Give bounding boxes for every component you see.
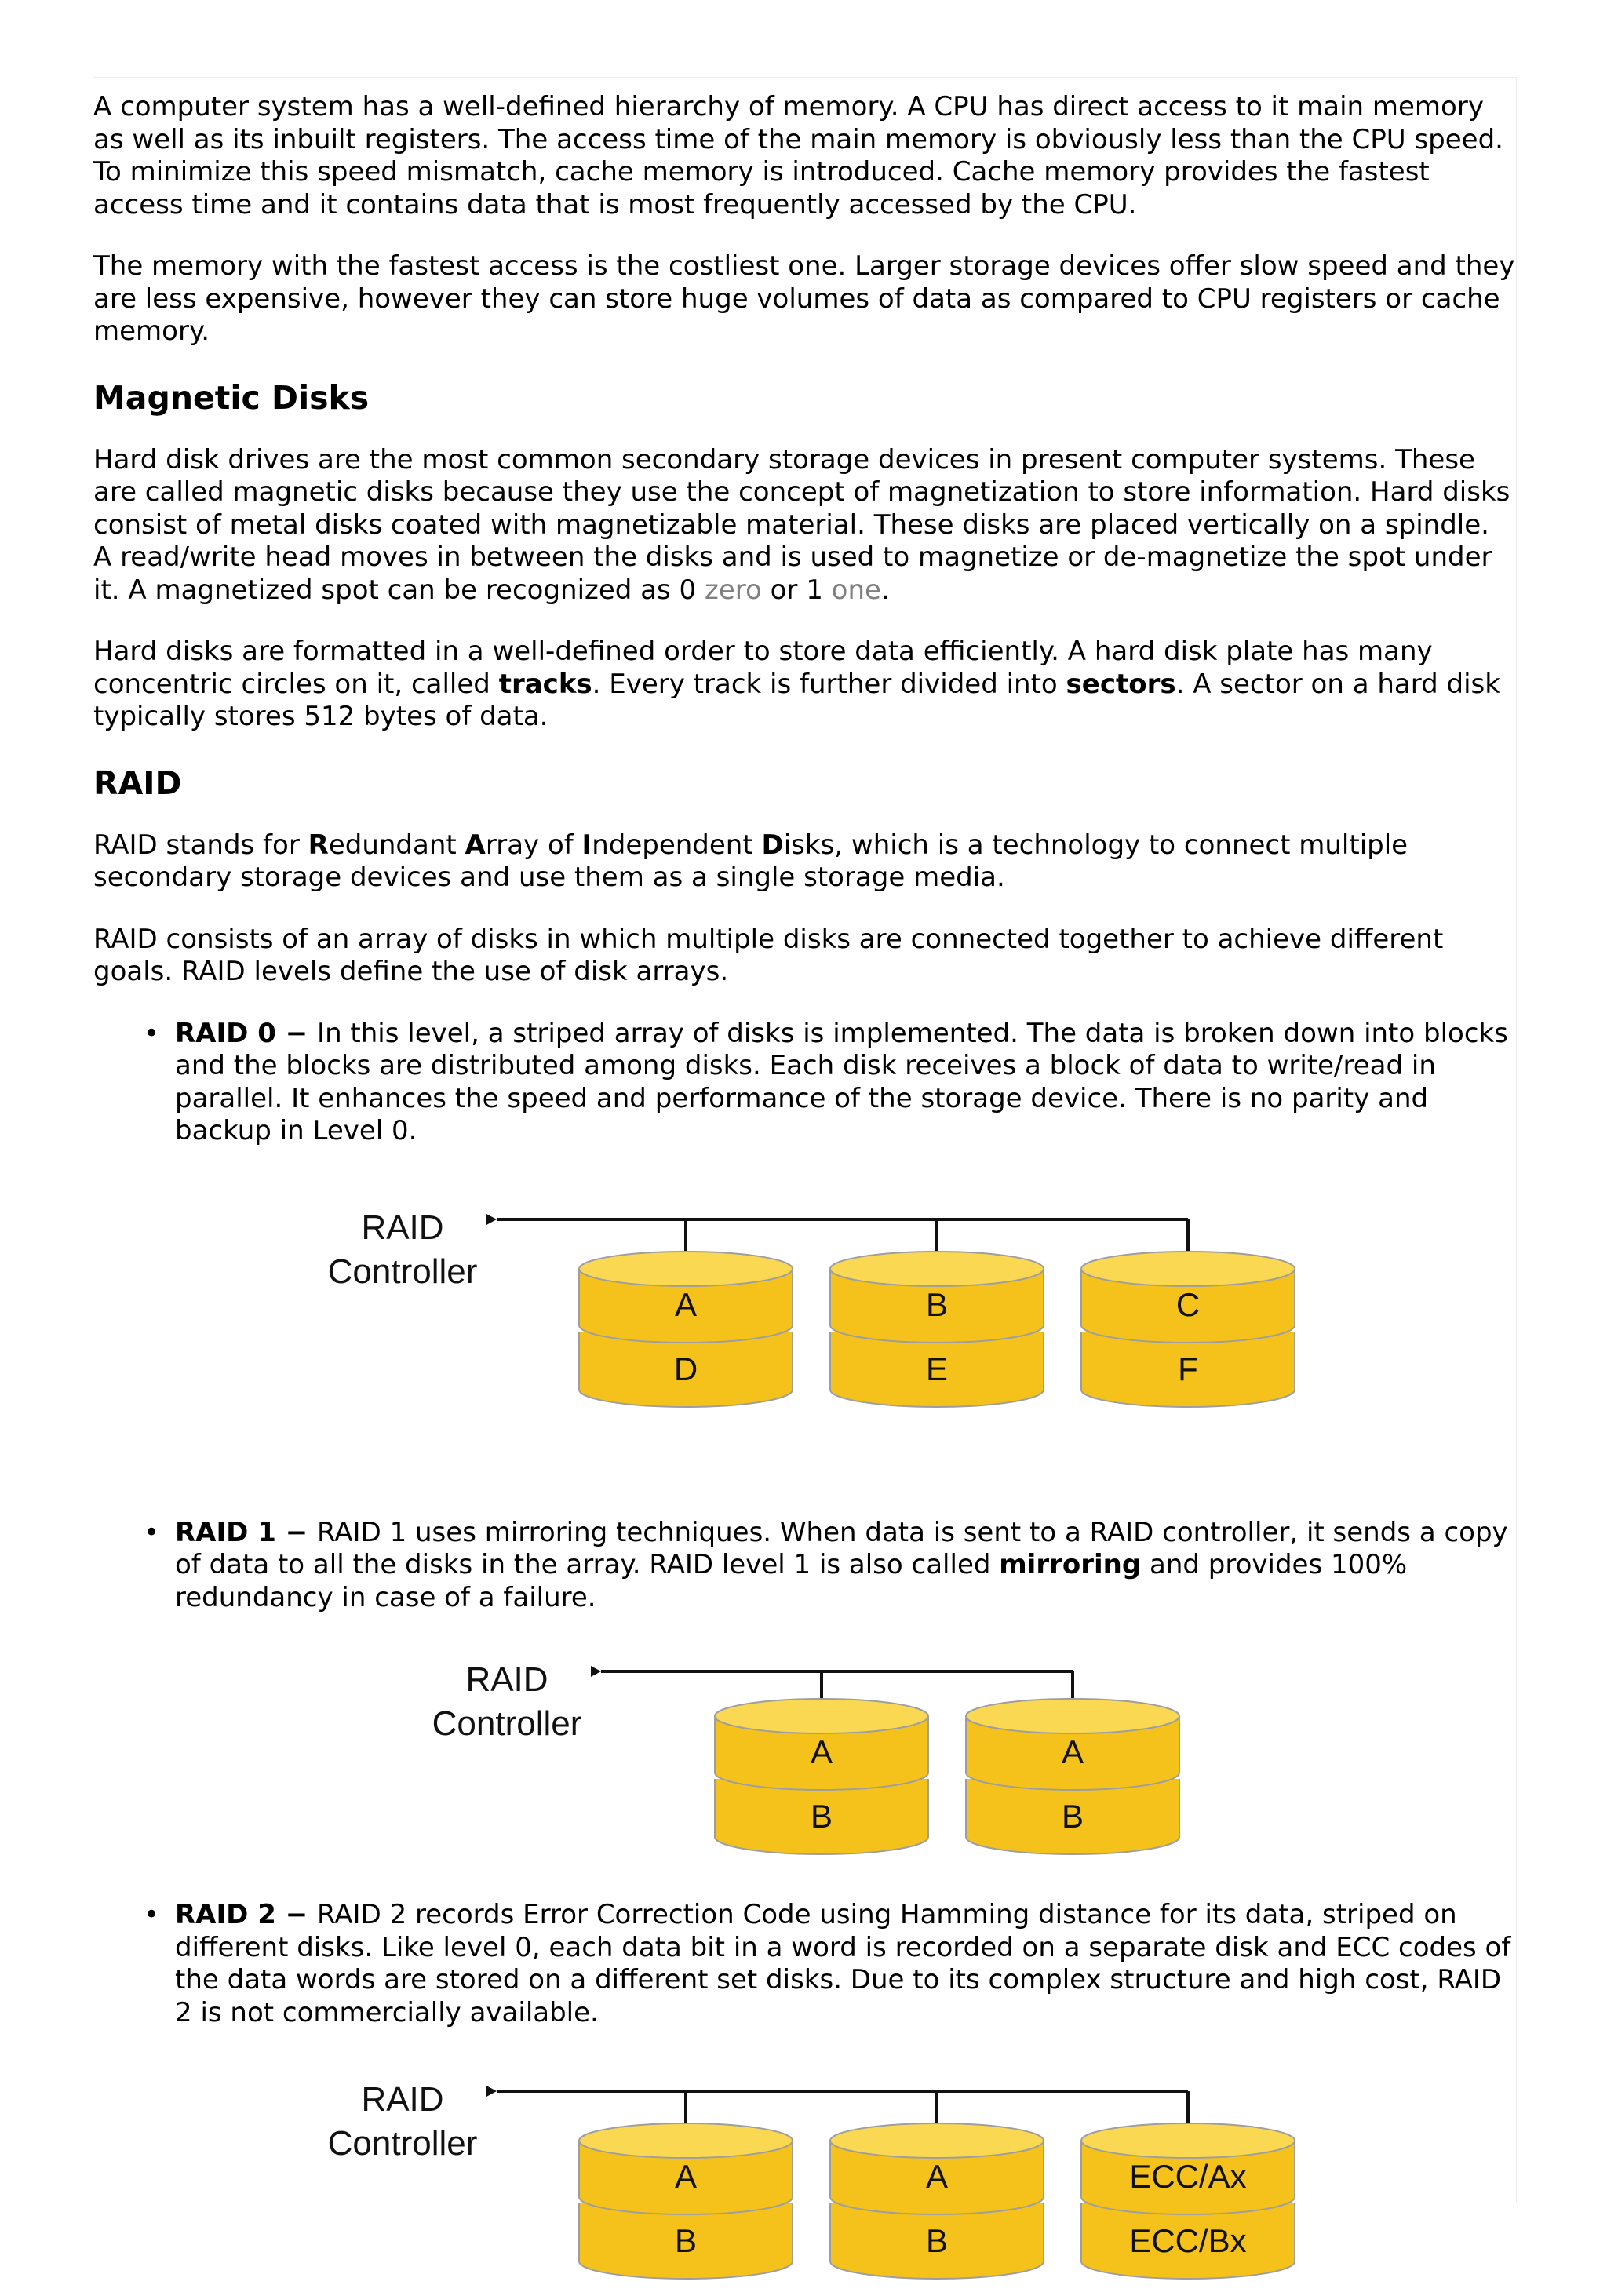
disk-block-label: A	[926, 2158, 948, 2195]
raid0-item: • RAID 0 − In this level, a striped array of disks is implemented. The data is broken down into blocks and the blocks are distributed among disks. Each disk receives a block of data to write/read in parallel. It enhances the speed and performance of the storage device. There is no parity and backup in Level 0. RAID Controller A D B E C F	[175, 1018, 1516, 1495]
raid-controller-label	[328, 2080, 478, 2163]
bullet: •	[144, 1018, 159, 1051]
disk	[830, 1252, 1044, 1407]
disk-block-label: ECC/Ax	[1129, 2158, 1246, 2195]
disk	[966, 1699, 1179, 1854]
disk	[715, 1699, 928, 1854]
disk-block-label: B	[926, 1286, 948, 1323]
disk-block-label: E	[926, 1350, 948, 1387]
disk	[579, 2123, 793, 2279]
raid2-item: • RAID 2 − RAID 2 records Error Correction Code using Hamming distance for its data, striped on different disks. Like level 0, each data bit in a word is recorded on a separate disk and ECC codes of the data words are stored on a different set disks. Due to its complex structure and high cost, RAID 2 is not commercially available. RAID Controller A B A B ECC/Ax ECC/Bx	[175, 1899, 1516, 2296]
raid0-title: RAID 0	[175, 1018, 276, 1049]
raid-heading: RAID	[93, 763, 1516, 804]
disk-block-label: ECC/Bx	[1129, 2222, 1246, 2259]
svg-text:Controller: Controller	[328, 1252, 478, 1291]
tracks-term: tracks	[499, 669, 592, 700]
memory-cost-paragraph: The memory with the fastest access is the costliest one. Larger storage devices offer slow speed and they are less expensive, however they can store huge volumes of data as compared to CPU registers or cache memory.	[93, 250, 1516, 348]
raid-levels-list	[93, 1018, 1516, 2296]
disk-block-label: A	[675, 1286, 697, 1323]
sectors-term: sectors	[1066, 669, 1176, 700]
svg-text:RAID: RAID	[361, 2080, 443, 2119]
document-content	[93, 78, 1516, 2296]
svg-text:Controller: Controller	[328, 2124, 478, 2163]
bullet: •	[144, 1517, 159, 1550]
disk-block-label: B	[811, 1798, 833, 1835]
magnetic-disks-paragraph: Hard disk drives are the most common secondary storage devices in present computer systems. These are called magnetic disks because they use the concept of magnetization to store information. Hard disks consist of metal disks coated with magnetizable material. These disks are placed vertically on a spindle. A read/write head moves in between the disks and is used to magnetize or de-magnetize the spot under it. A magnetized spot can be recognized as 0 zero or 1 one.	[93, 444, 1516, 607]
disk-block-label: A	[675, 2158, 697, 2195]
disk-block-label: D	[674, 1350, 698, 1387]
document-page	[93, 77, 1517, 2203]
raid1-item: • RAID 1 − RAID 1 uses mirroring techniques. When data is sent to a RAID controller, it sends a copy of data to all the disks in the array. RAID level 1 is also called mirroring and provides 100% redundancy in case of a failure. RAID Controller A B A B	[175, 1517, 1516, 1872]
raid2-diagram	[175, 2061, 1516, 2296]
svg-text:RAID: RAID	[361, 1208, 443, 1247]
disk-block-label: B	[675, 2222, 697, 2259]
raid2-description: RAID 2 records Error Correction Code using Hamming distance for its data, striped on different disks. Like level 0, each data bit in a word is recorded on a separate disk and ECC codes of the data words are stored on a different set disks. Due to its complex structure and high cost, RAID 2 is not commercially available.	[175, 1899, 1510, 2028]
disk-block-label: A	[1062, 1733, 1084, 1770]
magnetic-disks-heading: Magnetic Disks	[93, 377, 1516, 418]
raid0-description: In this level, a striped array of disks is implemented. The data is broken down into blocks and the blocks are distributed among disks. Each disk receives a block of data to write/read in parallel. It enhances the speed and performance of the storage device. There is no parity and backup in Level 0.	[175, 1018, 1508, 1147]
disk-block-label: F	[1178, 1350, 1198, 1387]
raid1-title: RAID 1	[175, 1517, 276, 1548]
intro-paragraph: A computer system has a well-defined hierarchy of memory. A CPU has direct access to it main memory as well as its inbuilt registers. The access time of the main memory is obviously less than the CPU speed. To minimize this speed mismatch, cache memory is introduced. Cache memory provides the fastest access time and it contains data that is most frequently accessed by the CPU.	[93, 91, 1516, 221]
raid-definition-paragraph: RAID stands for Redundant Array of Independent Disks, which is a technology to connect multiple secondary storage devices and use them as a single storage media.	[93, 829, 1516, 895]
svg-text:Controller: Controller	[432, 1704, 582, 1743]
one-link: one	[832, 574, 881, 606]
raid2-title: RAID 2	[175, 1899, 276, 1930]
tracks-sectors-paragraph: Hard disks are formatted in a well-defined order to store data efficiently. A hard disk plate has many concentric circles on it, called tracks. Every track is further divided into sectors. A sector on a hard disk typically stores 512 bytes of data.	[93, 636, 1516, 734]
disk-block-label: B	[1062, 1798, 1084, 1835]
svg-text:RAID: RAID	[465, 1660, 548, 1699]
disk-block-label: C	[1176, 1286, 1200, 1323]
raid-controller-label	[432, 1660, 582, 1743]
disk-block-label: B	[926, 2222, 948, 2259]
raid0-diagram	[175, 1189, 1516, 1495]
raid-controller-label	[328, 1208, 478, 1291]
raid1-diagram	[175, 1652, 1516, 1871]
disk	[1081, 2123, 1295, 2279]
disk	[830, 2123, 1044, 2279]
bullet: •	[144, 1899, 159, 1932]
zero-link: zero	[705, 574, 762, 606]
disk	[1081, 1252, 1295, 1407]
mirroring-term: mirroring	[999, 1549, 1141, 1580]
disk-block-label: A	[811, 1733, 833, 1770]
raid-levels-intro: RAID consists of an array of disks in which multiple disks are connected together to achieve different goals. RAID levels define the use of disk arrays.	[93, 924, 1516, 989]
disk	[579, 1252, 793, 1407]
